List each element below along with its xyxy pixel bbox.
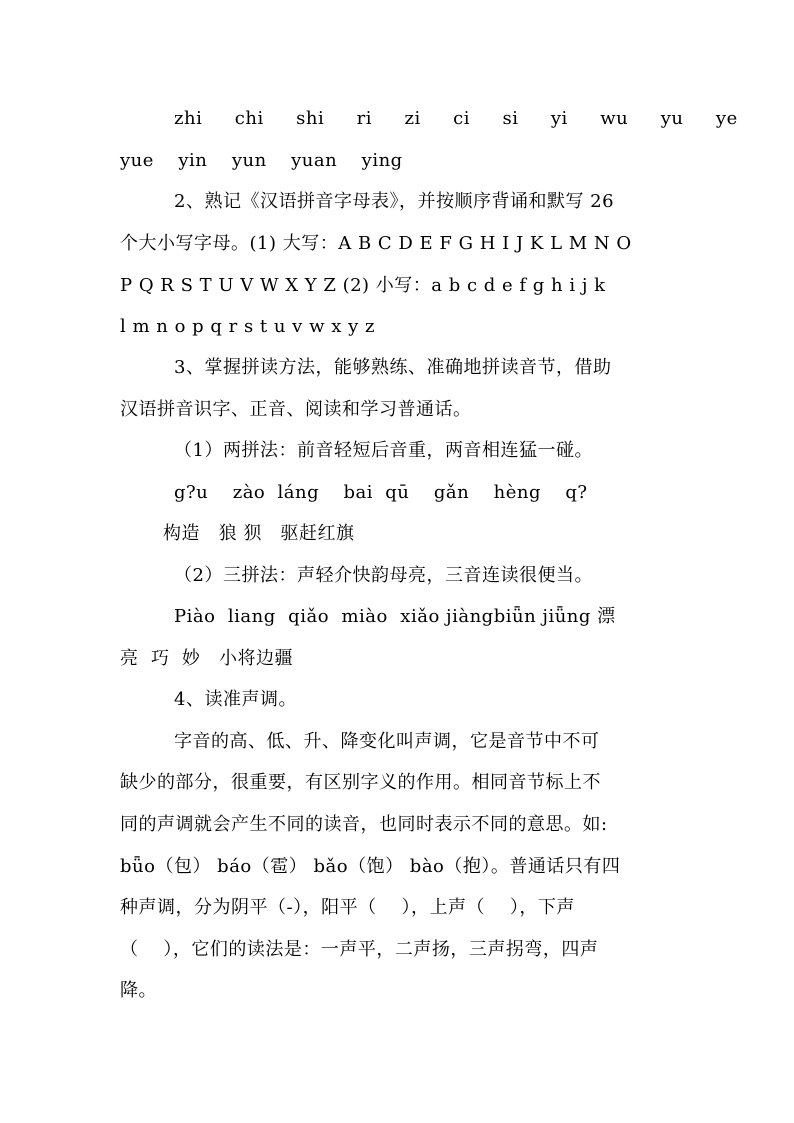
uppercase-alphabet-line-2: P Q R S T U V W X Y Z (2) 小写：a b c d e f g h i j k bbox=[120, 275, 606, 296]
three-spell-method-rule: （2）三拼法：声轻介快韵母亮，三音连读很便当。 bbox=[174, 565, 593, 586]
three-spell-pinyin-examples: Piào liang qiǎo miào xiǎo jiàngbiǖn jiǖng 漂 bbox=[174, 606, 616, 627]
tone-paragraph-line-7: 降。 bbox=[120, 980, 157, 1001]
pinyin-syllables-line-1: zhi chi shi ri zi ci si yi wu yu ye bbox=[174, 108, 738, 129]
section-4-heading: 4、读准声调。 bbox=[174, 689, 297, 710]
section-3-continuation: 汉语拼音识字、正音、阅读和学习普通话。 bbox=[120, 399, 472, 420]
tone-paragraph-line-4: bǖo（包） báo（雹） bǎo（饱） bào（抱）。普通话只有四 bbox=[120, 856, 621, 877]
section-3-heading: 3、掌握拼读方法，能够熟练、准确地拼读音节，借助 bbox=[174, 357, 612, 378]
two-spell-method-rule: （1）两拼法：前音轻短后音重，两音相连猛一碰。 bbox=[174, 440, 593, 461]
two-spell-hanzi-examples: 构造 狼 狈 驱赶红旗 bbox=[163, 523, 355, 544]
two-spell-pinyin-examples: g?u zào láng bai qū gǎn hèng q? bbox=[174, 482, 588, 503]
section-2-heading: 2、熟记《汉语拼音字母表》，并按顺序背诵和默写 26 bbox=[174, 191, 615, 212]
three-spell-hanzi-examples: 亮 巧 妙 小将边疆 bbox=[120, 648, 294, 669]
tone-paragraph-line-2: 缺少的部分，很重要，有区别字义的作用。相同音节标上不 bbox=[120, 772, 601, 793]
tone-paragraph-line-5: 种声调，分为阴平（-），阳平（ ），上声（ ），下声 bbox=[120, 897, 575, 918]
tone-paragraph-line-3: 同的声调就会产生不同的读音，也同时表示不同的意思。如: bbox=[120, 814, 608, 835]
lowercase-alphabet-line: l m n o p q r s t u v w x y z bbox=[120, 316, 375, 337]
tone-paragraph-line-6: （ ），它们的读法是：一声平，二声扬，三声拐弯，四声 bbox=[120, 939, 599, 960]
pinyin-syllables-line-2: yue yin yun yuan ying bbox=[120, 150, 403, 171]
uppercase-alphabet-line-1: 个大小写字母。(1) 大写：A B C D E F G H I J K L M N O bbox=[120, 233, 632, 254]
tone-paragraph-line-1: 字音的高、低、升、降变化叫声调，它是音节中不可 bbox=[174, 731, 600, 752]
